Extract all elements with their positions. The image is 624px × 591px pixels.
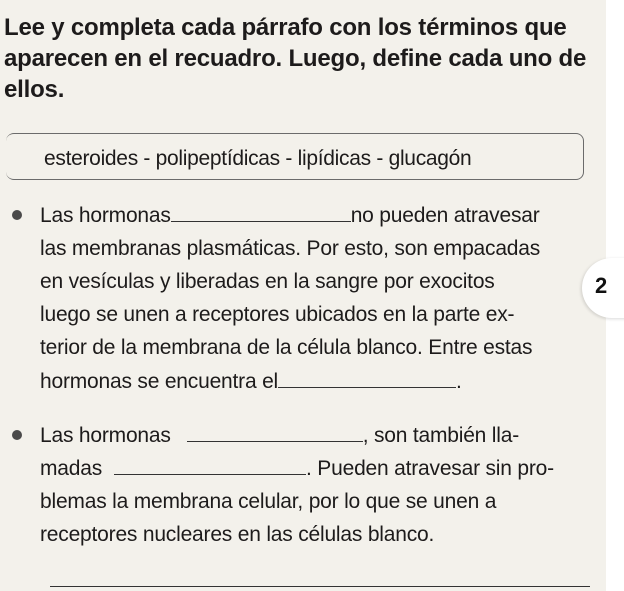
item2-line4: receptores nucleares en las células blanco. <box>40 523 435 546</box>
item2-line2 <box>40 456 554 482</box>
item1-text-c: hormonas se encuentra el <box>40 370 279 393</box>
answer-line[interactable] <box>50 586 590 587</box>
item2-text-d: . Pueden atravesar sin pro- <box>306 457 554 480</box>
heading-line-3: ellos. <box>4 76 65 103</box>
page-badge-number: 2 <box>595 273 608 298</box>
item1-line2: las membranas plasmáticas. Por esto, son empacadas <box>40 237 541 260</box>
item2-line1 <box>40 423 519 449</box>
item2-text-a: Las hormonas <box>40 424 171 447</box>
item1-line1 <box>40 203 540 229</box>
heading-line-2: aparecen en el recuadro. Luego, define cada uno de <box>4 45 587 72</box>
item2-text-c: madas <box>40 457 103 480</box>
word-box-terms: esteroides - polipeptídicas - lipídicas - glucagón <box>44 147 472 170</box>
item1-line3: en vesículas y liberadas en la sangre por exocitos <box>40 270 495 293</box>
item2-text-b: , son también lla- <box>362 424 519 447</box>
blank-4[interactable] <box>114 456 306 475</box>
item1-line5: terior de la membrana de la célula blanco. Entre estas <box>40 336 533 359</box>
item1-text-b: no pueden atravesar <box>350 204 540 227</box>
item1-text-d: . <box>456 370 462 393</box>
bullet-2 <box>12 430 22 440</box>
item1-text-a: Las hormonas <box>40 204 171 227</box>
heading-line-1: Lee y completa cada párrafo con los términos que <box>4 14 567 41</box>
item1-line4: luego se unen a receptores ubicados en la parte ex- <box>40 303 515 326</box>
item1-line6 <box>40 369 462 395</box>
blank-1[interactable] <box>171 203 351 222</box>
bullet-1 <box>12 210 22 220</box>
item2-line3: blemas la membrana celular, por lo que se unen a <box>40 490 497 513</box>
instructions-heading <box>4 12 604 105</box>
blank-2[interactable] <box>278 369 456 388</box>
blank-3[interactable] <box>187 423 363 442</box>
